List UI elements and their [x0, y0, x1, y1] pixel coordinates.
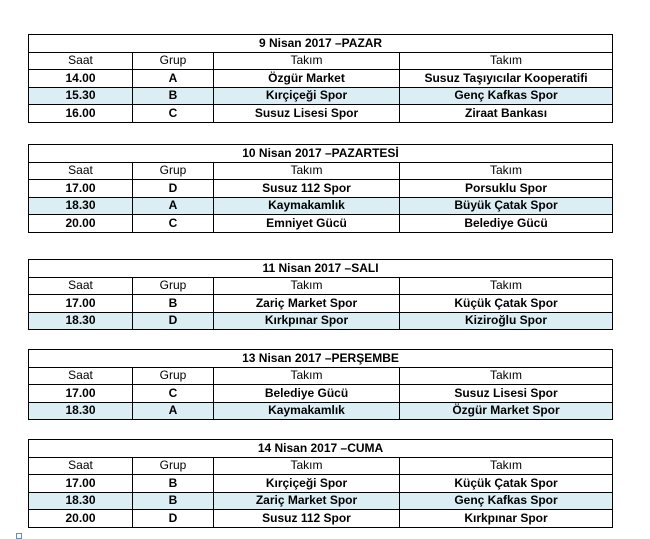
header-saat: Saat: [29, 52, 133, 70]
day-title: 9 Nisan 2017 –PAZAR: [29, 35, 613, 53]
match-row: [29, 385, 613, 403]
match-team-1: Belediye Gücü: [214, 385, 400, 403]
day-title: 11 Nisan 2017 –SALI: [29, 260, 613, 278]
match-time: 17.00: [29, 475, 133, 493]
match-group: C: [133, 215, 214, 233]
match-team-2: Büyük Çatak Spor: [400, 197, 613, 215]
match-team-2: Belediye Gücü: [400, 215, 613, 233]
header-takim-2: Takım: [400, 277, 613, 295]
match-team-2: Ziraat Bankası: [400, 105, 613, 123]
header-saat: Saat: [29, 367, 133, 385]
match-group: C: [133, 105, 214, 123]
match-team-1: Susuz Lisesi Spor: [214, 105, 400, 123]
header-takim-1: Takım: [214, 52, 400, 70]
match-team-2: Küçük Çatak Spor: [400, 475, 613, 493]
header-grup: Grup: [133, 162, 214, 180]
match-group: D: [133, 510, 214, 528]
match-group: B: [133, 492, 214, 510]
match-team-2: Küçük Çatak Spor: [400, 295, 613, 313]
header-grup: Grup: [133, 457, 214, 475]
match-team-2: Genç Kafkas Spor: [400, 492, 613, 510]
match-row: [29, 510, 613, 528]
schedule-table-day-5: [28, 439, 613, 528]
match-time: 14.00: [29, 70, 133, 88]
match-team-2: Susuz Taşıyıcılar Kooperatifi: [400, 70, 613, 88]
header-grup: Grup: [133, 277, 214, 295]
match-team-1: Kaymakamlık: [214, 402, 400, 420]
match-time: 17.00: [29, 385, 133, 403]
match-time: 18.30: [29, 492, 133, 510]
schedule-table-day-1: [28, 34, 613, 123]
match-group: B: [133, 87, 214, 105]
match-group: A: [133, 402, 214, 420]
header-saat: Saat: [29, 457, 133, 475]
match-time: 16.00: [29, 105, 133, 123]
match-team-1: Kırkpınar Spor: [214, 312, 400, 330]
header-saat: Saat: [29, 277, 133, 295]
match-team-2: Susuz Lisesi Spor: [400, 385, 613, 403]
match-row: [29, 402, 613, 420]
match-group: B: [133, 475, 214, 493]
day-title: 14 Nisan 2017 –CUMA: [29, 440, 613, 458]
match-group: D: [133, 312, 214, 330]
header-takim-2: Takım: [400, 52, 613, 70]
match-group: A: [133, 70, 214, 88]
match-time: 18.30: [29, 402, 133, 420]
match-team-1: Kırçiçeği Spor: [214, 87, 400, 105]
schedule-table-day-4: [28, 349, 613, 420]
match-group: B: [133, 295, 214, 313]
schedule-table-day-2: [28, 144, 613, 233]
match-team-1: Zariç Market Spor: [214, 295, 400, 313]
match-time: 20.00: [29, 215, 133, 233]
match-row: [29, 70, 613, 88]
match-row: [29, 180, 613, 198]
match-team-2: Genç Kafkas Spor: [400, 87, 613, 105]
day-title: 10 Nisan 2017 –PAZARTESİ: [29, 145, 613, 163]
match-team-2: Özgür Market Spor: [400, 402, 613, 420]
match-time: 20.00: [29, 510, 133, 528]
header-takim-1: Takım: [214, 277, 400, 295]
header-takim-2: Takım: [400, 457, 613, 475]
header-takim-1: Takım: [214, 162, 400, 180]
match-team-1: Susuz 112 Spor: [214, 180, 400, 198]
match-team-1: Özgür Market: [214, 70, 400, 88]
match-team-2: Kiziroğlu Spor: [400, 312, 613, 330]
match-team-1: Susuz 112 Spor: [214, 510, 400, 528]
header-takim-1: Takım: [214, 457, 400, 475]
match-team-1: Kırçiçeği Spor: [214, 475, 400, 493]
header-takim-1: Takım: [214, 367, 400, 385]
header-takim-2: Takım: [400, 367, 613, 385]
match-row: [29, 312, 613, 330]
match-row: [29, 475, 613, 493]
match-row: [29, 295, 613, 313]
header-grup: Grup: [133, 367, 214, 385]
match-team-1: Kaymakamlık: [214, 197, 400, 215]
match-team-2: Porsuklu Spor: [400, 180, 613, 198]
match-team-1: Zariç Market Spor: [214, 492, 400, 510]
match-row: [29, 197, 613, 215]
match-group: C: [133, 385, 214, 403]
match-time: 15.30: [29, 87, 133, 105]
match-group: A: [133, 197, 214, 215]
table-move-handle-icon[interactable]: [16, 533, 22, 539]
match-row: [29, 215, 613, 233]
match-row: [29, 105, 613, 123]
schedule-table-day-3: [28, 259, 613, 330]
match-group: D: [133, 180, 214, 198]
match-team-1: Emniyet Gücü: [214, 215, 400, 233]
match-time: 18.30: [29, 197, 133, 215]
match-time: 17.00: [29, 295, 133, 313]
match-time: 17.00: [29, 180, 133, 198]
header-takim-2: Takım: [400, 162, 613, 180]
match-row: [29, 87, 613, 105]
day-title: 13 Nisan 2017 –PERŞEMBE: [29, 350, 613, 368]
header-saat: Saat: [29, 162, 133, 180]
match-team-2: Kırkpınar Spor: [400, 510, 613, 528]
header-grup: Grup: [133, 52, 214, 70]
match-row: [29, 492, 613, 510]
match-time: 18.30: [29, 312, 133, 330]
